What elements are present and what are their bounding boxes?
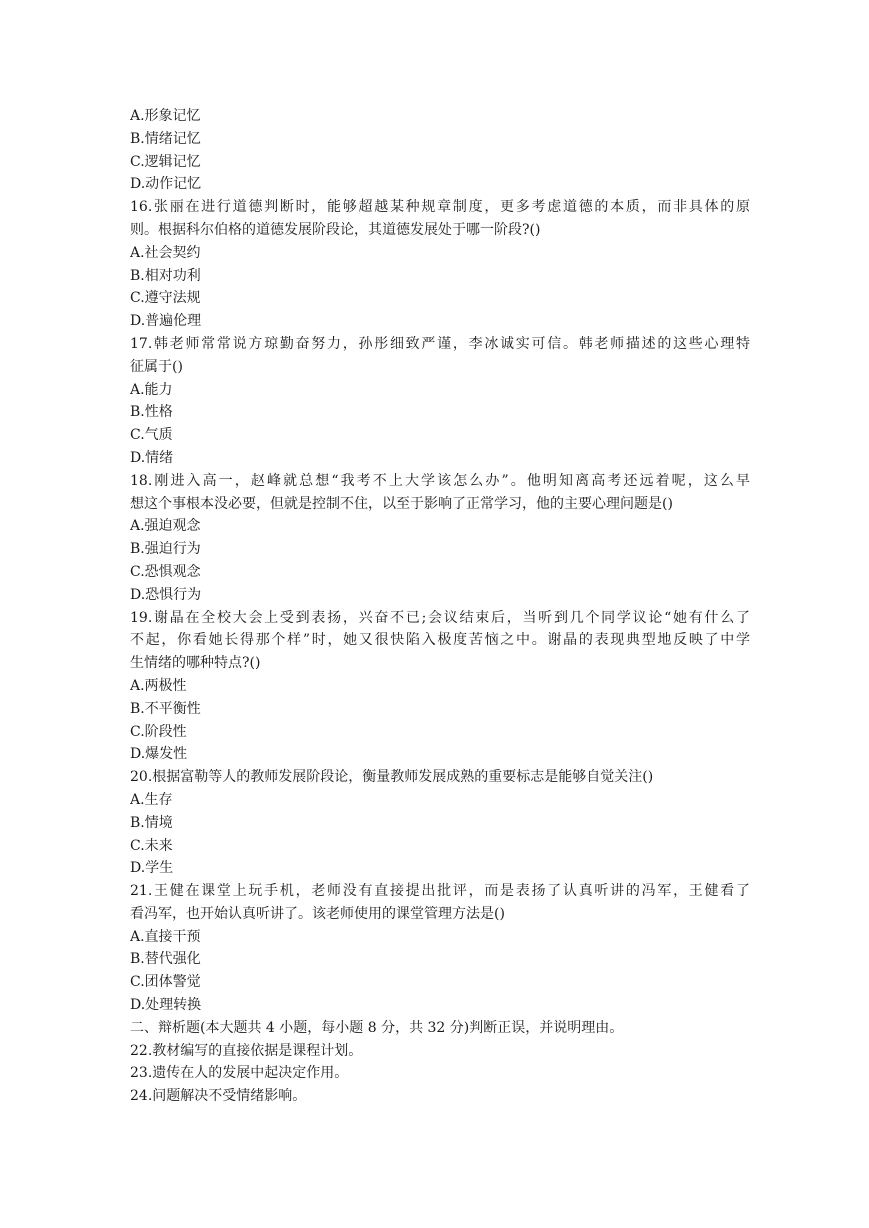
question-19 <box>130 607 750 767</box>
q20-option-a: A.生存 <box>130 791 173 808</box>
q16-option-a: A.社会契约 <box>130 244 201 261</box>
q21-option-d: D.处理转换 <box>130 997 202 1014</box>
document-page <box>130 105 750 1108</box>
question-23: 23.遗传在人的发展中起决定作用。 <box>130 1065 349 1082</box>
question-21 <box>130 880 750 1017</box>
section-2-heading: 二、辩析题(本大题共 4 小题，每小题 8 分，共 32 分)判断正误，并说明理由。 <box>130 1019 624 1036</box>
q18-stem-line-1: 18.刚进入高一，赵峰就总想“我考不上大学该怎么办”。他明知离高考还远着呢，这么早 <box>130 472 750 489</box>
q15-option-d: D.动作记忆 <box>130 176 202 193</box>
q19-option-b: B.不平衡性 <box>130 700 201 717</box>
q20-stem-line-1: 20.根据富勒等人的教师发展阶段论，衡量教师发展成熟的重要标志是能够自觉关注() <box>130 769 654 786</box>
q16-option-d: D.普遍伦理 <box>130 313 202 330</box>
q17-stem-line-1: 17.韩老师常常说方琼勤奋努力，孙彤细致严谨，李冰诚实可信。韩老师描述的这些心理特 <box>130 335 750 352</box>
q17-option-b: B.性格 <box>130 404 173 421</box>
q16-stem <box>130 196 750 242</box>
q18-option-c: C.恐惧观念 <box>130 563 201 580</box>
q17-stem <box>130 333 750 379</box>
q20-stem <box>130 766 750 789</box>
q17-stem-line-2: 征属于() <box>130 358 183 375</box>
q18-option-a: A.强迫观念 <box>130 518 201 535</box>
q19-stem-line-3: 生情绪的哪种特点?() <box>130 655 261 672</box>
q20-option-d: D.学生 <box>130 860 174 877</box>
q21-option-b: B.替代强化 <box>130 951 201 968</box>
q19-stem <box>130 607 750 675</box>
q17-option-d: D.情绪 <box>130 449 174 466</box>
q17-option-c: C.气质 <box>130 427 173 444</box>
q18-option-d: D.恐惧行为 <box>130 586 202 603</box>
question-16 <box>130 196 750 333</box>
q21-stem-line-1: 21.王健在课堂上玩手机，老师没有直接提出批评，而是表扬了认真听讲的冯军，王健看了 <box>130 883 750 900</box>
q19-stem-line-1: 19.谢晶在全校大会上受到表扬，兴奋不已;会议结束后，当听到几个同学议论“她有什么了 <box>130 609 750 626</box>
q21-stem-line-2: 看冯军，也开始认真听讲了。该老师使用的课堂管理方法是() <box>130 905 505 922</box>
q16-stem-line-2: 则。根据科尔伯格的道德发展阶段论，其道德发展处于哪一阶段?() <box>130 221 541 238</box>
q15-option-a: A.形象记忆 <box>130 108 201 124</box>
section-2 <box>130 1017 750 1108</box>
q19-option-a: A.两极性 <box>130 677 187 694</box>
q21-stem <box>130 880 750 926</box>
q15-option-b: B.情绪记忆 <box>130 130 201 147</box>
q19-option-c: C.阶段性 <box>130 723 187 740</box>
q21-option-a: A.直接干预 <box>130 928 201 945</box>
q21-option-c: C.团体警觉 <box>130 974 201 991</box>
question-18 <box>130 470 750 607</box>
question-22: 22.教材编写的直接依据是课程计划。 <box>130 1042 363 1059</box>
q18-option-b: B.强迫行为 <box>130 541 201 558</box>
question-24: 24.问题解决不受情绪影响。 <box>130 1088 307 1105</box>
q15-options <box>130 105 750 196</box>
question-20 <box>130 766 750 880</box>
q20-option-b: B.情境 <box>130 814 173 831</box>
q20-option-c: C.未来 <box>130 837 173 854</box>
question-17 <box>130 333 750 470</box>
q15-option-c: C.逻辑记忆 <box>130 153 201 170</box>
q16-option-c: C.遵守法规 <box>130 290 201 307</box>
q18-stem <box>130 470 750 516</box>
q16-stem-line-1: 16.张丽在进行道德判断时，能够超越某种规章制度，更多考虑道德的本质，而非具体的原 <box>130 199 750 216</box>
q17-option-a: A.能力 <box>130 381 173 398</box>
q19-option-d: D.爆发性 <box>130 746 188 763</box>
q19-stem-line-2: 不起，你看她长得那个样”时，她又很快陷入极度苦恼之中。谢晶的表现典型地反映了中学 <box>130 632 750 649</box>
q18-stem-line-2: 想这个事根本没必要，但就是控制不住，以至于影响了正常学习，他的主要心理问题是() <box>130 495 673 512</box>
q16-option-b: B.相对功利 <box>130 267 201 284</box>
